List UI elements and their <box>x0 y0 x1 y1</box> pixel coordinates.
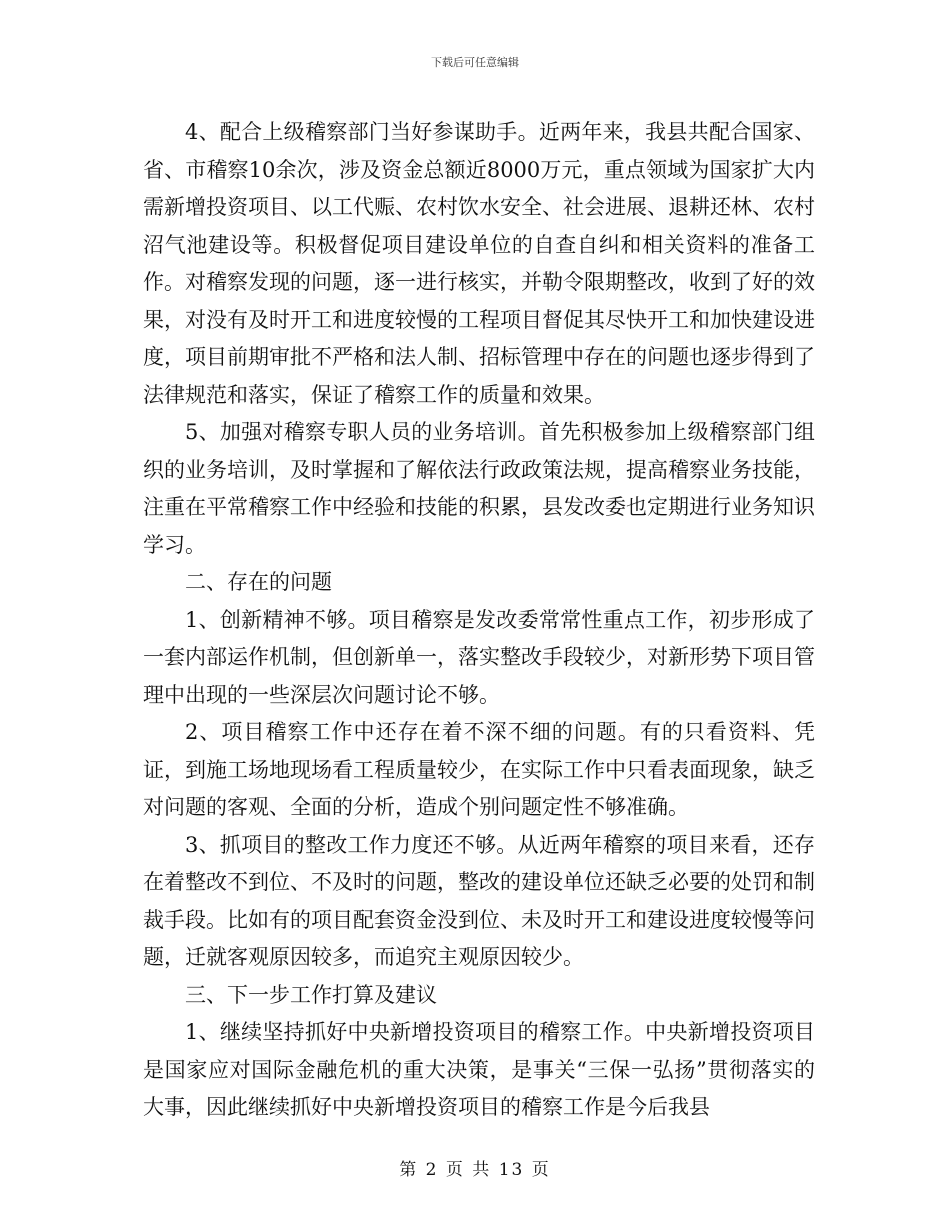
paragraph-item-5: 5、加强对稽察专职人员的业务培训。首先积极参加上级稽察部门组织的业务培训，及时掌握和了解依法行政政策法规，提高稽察业务技能，注重在平常稽察工作中经验和技能的积累，县发改委也定期进行业务知识学习。 <box>143 420 815 557</box>
document-body <box>143 114 815 1127</box>
page-header: 下载后可任意编辑 <box>431 56 519 69</box>
paragraph-problem-3: 3、抓项目的整改工作力度还不够。从近两年稽察的项目来看，还存在着整改不到位、不及时的问题，整改的建设单位还缺乏必要的处罚和制裁手段。比如有的项目配套资金没到位、未及时开工和建设进度较慢等问题，迁就客观原因较多，而追究主观原因较少。 <box>143 832 815 969</box>
paragraph-next-step-1: 1、继续坚持抓好中央新增投资项目的稽察工作。中央新增投资项目是国家应对国际金融危机的重大决策，是事关“三保一弘扬”贯彻落实的大事，因此继续抓好中央新增投资项目的稽察工作是今后我县 <box>143 1020 815 1119</box>
page-footer: 第 2 页 共 13 页 <box>399 1160 551 1180</box>
paragraph-problem-2: 2、项目稽察工作中还存在着不深不细的问题。有的只看资料、凭证，到施工场地现场看工程质量较少，在实际工作中只看表面现象，缺乏对问题的客观、全面的分析，造成个别问题定性不够准确。 <box>143 720 815 819</box>
paragraph-problem-1: 1、创新精神不够。项目稽察是发改委常常性重点工作，初步形成了一套内部运作机制，但创新单一，落实整改手段较少，对新形势下项目管理中出现的一些深层次问题讨论不够。 <box>143 607 815 707</box>
section-heading-next-steps: 三、下一步工作打算及建议 <box>185 982 437 1007</box>
paragraph-item-4: 4、配合上级稽察部门当好参谋助手。近两年来，我县共配合国家、省、市稽察10余次，涉及资金总额近8000万元，重点领域为国家扩大内需新增投资项目、以工代赈、农村饮水安全、社会进展、退耕还林、农村沼气池建设等。积极督促项目建设单位的自查自纠和相关资料的准备工作。对稽察发现的问题，逐一进行核实，并勒令限期整改，收到了好的效果，对没有及时开工和进度较慢的工程项目督促其尽快开工和加快建设进度，项目前期审批不严格和法人制、招标管理中存在的问题也逐步得到了法律规范和落实，保证了稽察工作的质量和效果。 <box>143 120 815 407</box>
section-heading-problems: 二、存在的问题 <box>185 570 332 594</box>
